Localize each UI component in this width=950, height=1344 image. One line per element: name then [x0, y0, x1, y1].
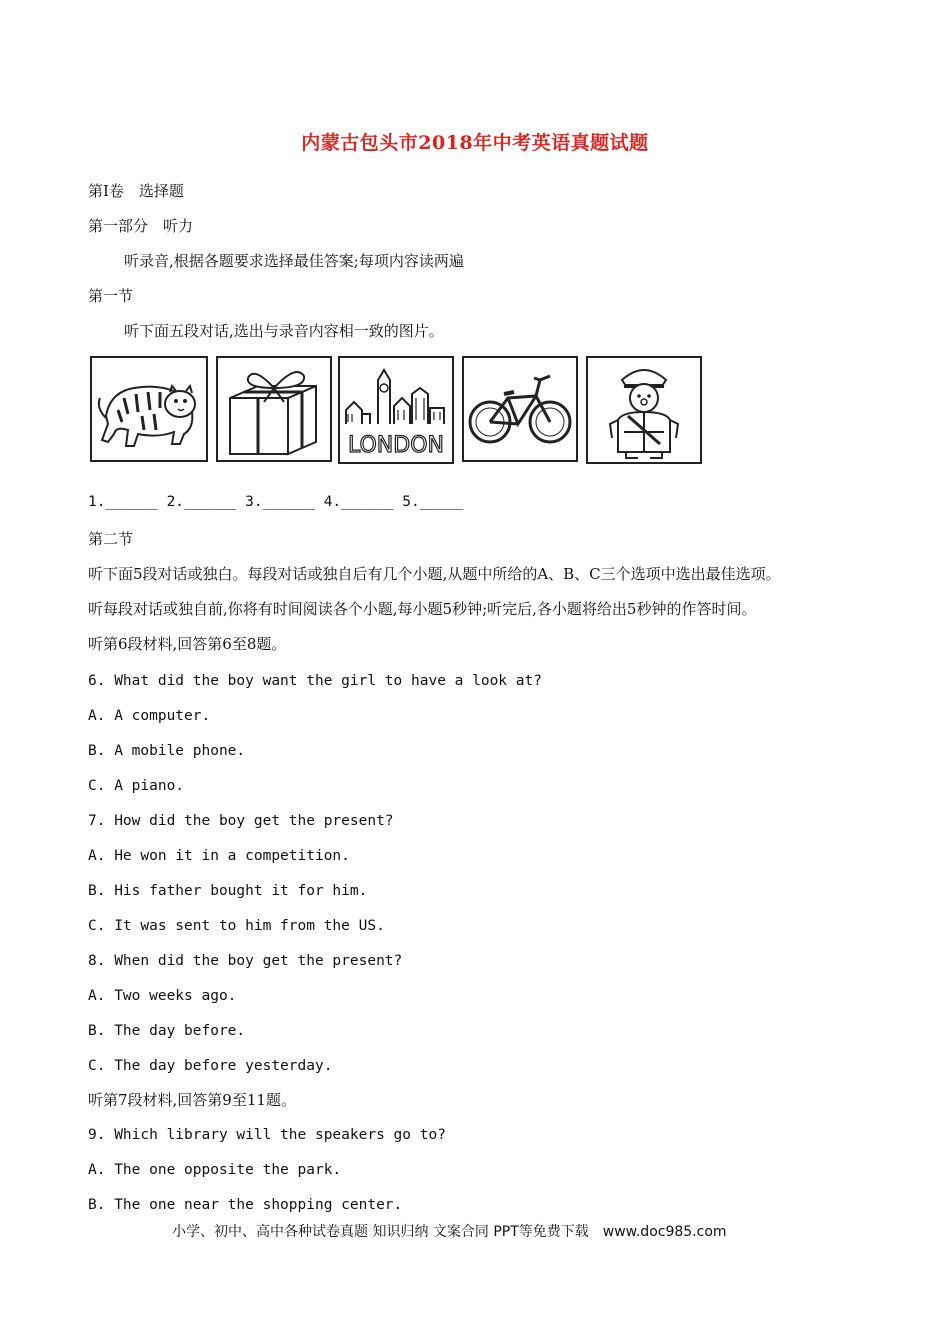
q6-option-a: A. A computer. — [88, 708, 211, 724]
policeman-icon — [588, 358, 700, 462]
q6-option-c: C. A piano. — [88, 778, 185, 794]
gift-picture — [216, 356, 332, 462]
question-8: 8. When did the boy get the present? — [88, 953, 403, 969]
q7-option-c: C. It was sent to him from the US. — [88, 918, 385, 934]
instruction-text: 听录音,根据各题要求选择最佳答案;每项内容读两遍 — [124, 252, 464, 270]
q7-option-b: B. His father bought it for him. — [88, 883, 368, 899]
question-7: 7. How did the boy get the present? — [88, 813, 394, 829]
gift-box-icon — [218, 358, 330, 460]
picture-strip — [90, 356, 706, 464]
section2-instruction-2: 听每段对话或独自前,你将有时间阅读各个小题,每小题5秒钟;听完后,各小题将给出5秒钟的作答时间。 — [88, 600, 757, 618]
volume-heading: 第Ⅰ卷 选择题 — [88, 182, 184, 200]
footer-text: 小学、初中、高中各种试卷真题 知识归纳 文案合同 PPT等免费下载 www.doc985.com — [172, 1224, 727, 1240]
question-6: 6. What did the boy want the girl to have a look at? — [88, 673, 542, 689]
question-9: 9. Which library will the speakers go to? — [88, 1127, 446, 1143]
answer-blanks: 1.______ 2.______ 3.______ 4.______ 5._____ — [88, 494, 464, 510]
london-picture — [338, 356, 454, 464]
part-heading: 第一部分 听力 — [88, 217, 194, 235]
policeman-picture — [586, 356, 702, 464]
q8-option-c: C. The day before yesterday. — [88, 1058, 333, 1074]
london-icon — [340, 358, 452, 462]
bicycle-picture — [462, 356, 578, 462]
q7-option-a: A. He won it in a competition. — [88, 848, 350, 864]
material7-heading: 听第7段材料,回答第9至11题。 — [88, 1091, 296, 1109]
section2-instruction-1: 听下面5段对话或独白。每段对话或独自后有几个小题,从题中所给的A、B、C三个选项中选出最佳选项。 — [88, 565, 781, 583]
section1-heading: 第一节 — [88, 287, 134, 305]
tiger-icon — [92, 358, 206, 460]
london-label: LONDON — [348, 433, 444, 458]
q8-option-a: A. Two weeks ago. — [88, 988, 237, 1004]
q9-option-a: A. The one opposite the park. — [88, 1162, 342, 1178]
page-title: 内蒙古包头市2018年中考英语真题试题 — [301, 132, 649, 154]
section2-heading: 第二节 — [88, 530, 134, 548]
q8-option-b: B. The day before. — [88, 1023, 246, 1039]
material6-heading: 听第6段材料,回答第6至8题。 — [88, 635, 287, 653]
bicycle-icon — [464, 358, 576, 460]
q9-option-b: B. The one near the shopping center. — [88, 1197, 403, 1213]
section1-instruction: 听下面五段对话,选出与录音内容相一致的图片。 — [124, 322, 444, 340]
q6-option-b: B. A mobile phone. — [88, 743, 246, 759]
tiger-picture — [90, 356, 208, 462]
